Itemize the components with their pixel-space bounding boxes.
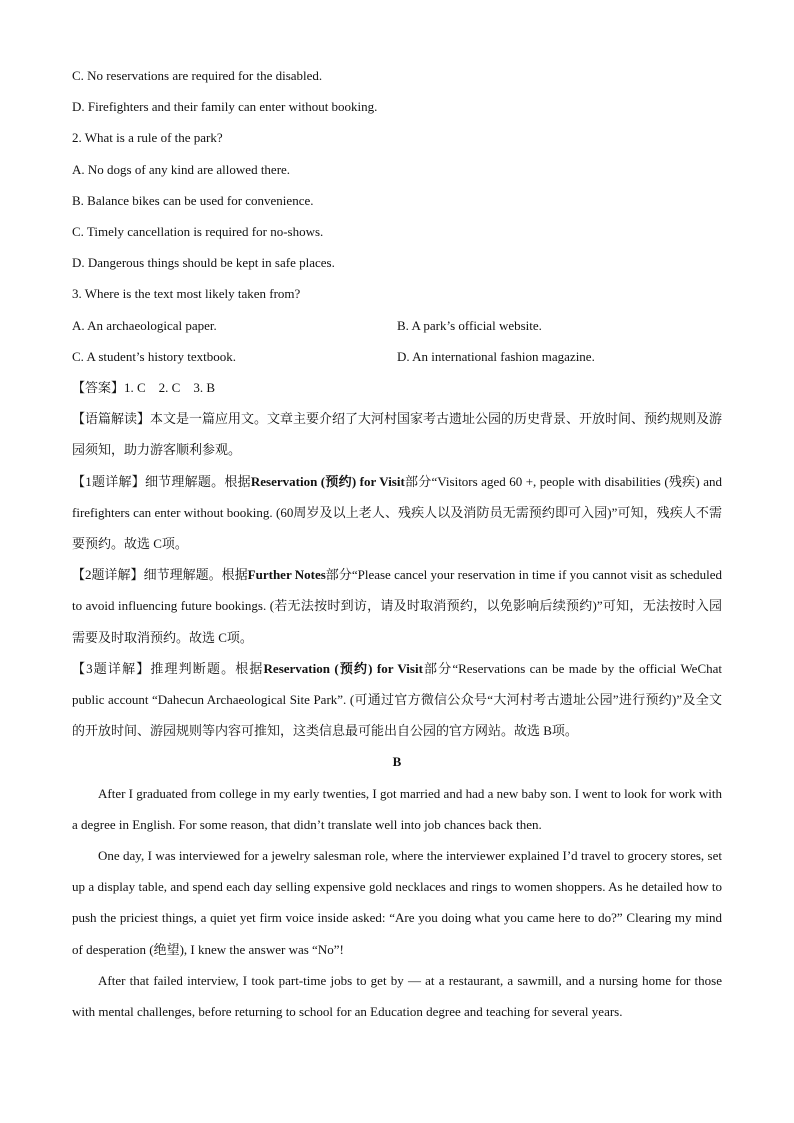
answer-key: 【答案】1. C 2. C 3. B: [72, 380, 216, 396]
explanation-1-head: 【1题详解】细节理解题。根据: [72, 473, 251, 489]
explanation-2: [72, 559, 722, 653]
explanation-3-head: 【3题详解】推理判断题。根据: [72, 660, 264, 676]
section-b-heading: B: [392, 754, 402, 770]
explanation-1-body: 部分“Visitors aged 60 +, people with disabilities (残疾) and firefighters can enter without booking. (60周岁及以上老人、残疾人以及消防员无需预约即可入园)”可知，残疾人不需要预约。故选 C项。: [72, 473, 722, 552]
explanation-3-keyword: Reservation (预约) for Visit: [263, 660, 423, 676]
explanation-3-body: 部分“Reservations can be made by the official WeChat public account “Dahecun Archaeological Site Park”. (可通过官方微信公众号“大河村考古遗址公园”进行预约)”及全文的开放时间、游园规则等内容可推知，这类信息最可能出自公园的官方网站。故选 B项。: [72, 660, 722, 739]
explanation-2-keyword: Further Notes: [247, 567, 326, 583]
q2-option-d: D. Dangerous things should be kept in safe places.: [72, 255, 335, 271]
explanation-1: [72, 466, 722, 560]
q3-options-row-1: [72, 310, 722, 341]
q3-option-d: D. An international fashion magazine.: [397, 348, 595, 364]
q2-option-a: A. No dogs of any kind are allowed there.: [72, 161, 291, 177]
q1-option-d: D. Firefighters and their family can enter without booking.: [72, 99, 378, 115]
q1-option-c: C. No reservations are required for the disabled.: [72, 68, 323, 83]
explanation-1-keyword: Reservation (预约) for Visit: [250, 473, 405, 489]
q3-stem: 3. Where is the text most likely taken from?: [72, 286, 301, 302]
document-page: [72, 60, 722, 1027]
passage-paragraph-2: One day, I was interviewed for a jewelry salesman role, where the interviewer explained I’d travel to grocery stores, set up a display table, and spend each day selling expensive gold necklaces and rings to women shoppers. As he detailed how to push the priciest things, a quiet yet firm voice inside asked: “Are you doing what you came here to do?” Clearing my mind of desperation (绝望), I knew the answer was “No”!: [72, 848, 722, 957]
q3-option-c: C. A student’s history textbook.: [72, 348, 236, 364]
q2-option-b: B. Balance bikes can be used for convenience.: [72, 192, 314, 208]
explanation-3: [72, 653, 722, 747]
discourse-analysis: 【语篇解读】本文是一篇应用文。文章主要介绍了大河村国家考古遗址公园的历史背景、开放时间、预约规则及游园须知，助力游客顺利参观。: [72, 411, 723, 458]
q3-option-a: A. An archaeological paper.: [72, 317, 217, 333]
explanation-2-body: 部分“Please cancel your reservation in time if you cannot visit as scheduled to avoid influencing future bookings. (若无法按时到访，请及时取消预约，以免影响后续预约)”可知，无法按时入园需要及时取消预约。故选 C项。: [72, 567, 722, 645]
passage-paragraph-1: After I graduated from college in my early twenties, I got married and had a new baby son. I went to look for work with a degree in English. For some reason, that didn’t translate well into job chances back then.: [72, 785, 722, 832]
q2-option-c: C. Timely cancellation is required for no-shows.: [72, 224, 324, 240]
q2-stem: 2. What is a rule of the park?: [72, 130, 223, 146]
explanation-2-head: 【2题详解】细节理解题。根据: [72, 567, 248, 583]
passage-paragraph-3: After that failed interview, I took part-time jobs to get by — at a restaurant, a sawmill, and a nursing home for those with mental challenges, before returning to school for an Education degree and teaching for several years.: [72, 972, 722, 1020]
q3-options-row-2: [72, 341, 722, 372]
q3-option-b: B. A park’s official website.: [397, 317, 542, 333]
